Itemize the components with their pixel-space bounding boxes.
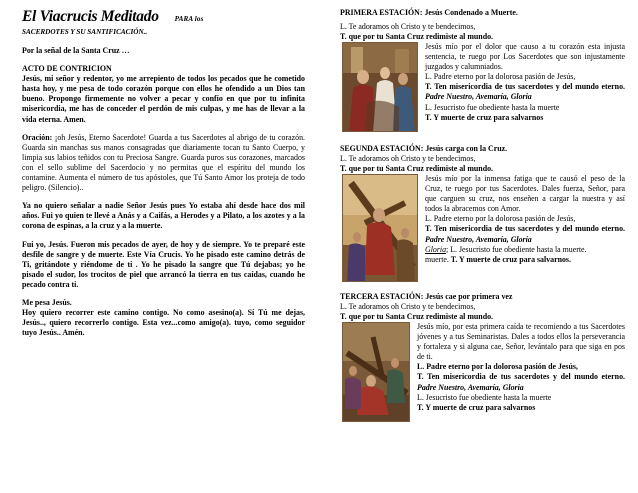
station-body: Jesús mío, por esta primera caída te recomiendo a tus Sacerdotes jóvenes y a tus Seminaristas. Dales a todos ellos la perseverancia y fortaleza y si alguna cae, Señor, levántalo para que siga en pos de ti. [417,322,625,362]
right-column [340,8,625,422]
prayer-text: ¡oh Jesús, Eterno Sacerdote! Guarda a tus Sacerdotes al abrigo de tu corazón. Guarda sin manchas sus manos consagradas que diariamente tocan tu Santo Cuerpo, y limpia sus labios teñidos con tu Preciosa Sangre. Guarda puros sus corazones, marcados con el sello sublime del Sacerdocio y no permitas que el espíritu del mundo los contamine. Aumenta el número de tus apóstoles, que Tú Santo Amor los proteja de todo peligro. (Silencio).. [22,132,305,193]
station-final: T. Y muerte de cruz para salvarnos [425,112,544,122]
title-main: El Viacrucis Meditado [22,8,159,25]
station-l-line: L. Te adoramos oh Cristo y te bendecimos, [340,302,476,311]
station-3 [340,292,625,422]
station-l-line: L. Te adoramos oh Cristo y te bendecimos, [340,154,476,163]
station-final: T. Y muerte de cruz para salvarnos [417,402,536,412]
station-mercy: T. Ten misericordia de tus sacerdotes y del mundo eterno. Padre Nuestro, Avemaría, Gloria [425,224,625,244]
paragraph-1: Ya no quiero señalar a nadie Señor Jesús pues Yo estaba ahí desde hace dos mil años. Fui yo quien te llevé a Anás y a Caifás, a Herodes y a Pilato, a los azotes y a la corona de espinas, a la cruz y a la muerte. [22,201,305,231]
station-t-line: T. que por tu Santa Cruz redimiste al mundo. [340,164,494,173]
station-padre: L. Padre eterno por la dolorosa pasión de Jesús, [417,362,578,372]
station-t-line: T. que por tu Santa Cruz redimiste al mundo. [340,312,494,321]
left-column [22,8,305,338]
station-final: muerte. T. Y muerte de cruz para salvarnos. [425,254,571,264]
station-3-painting [342,322,410,422]
contrition-heading: ACTO DE CONTRICION [22,64,112,74]
document-title [22,8,305,26]
contrition-text: Jesús, mi señor y redentor, yo me arrepiento de todos los pecados que he cometido hasta hoy, y me pesa de todo corazón porque con ellos he ofendido a un Dios tan bueno. Propongo firmemente no volver a pecar y confío en que por tu infinita misericordia, me has de conceder el perdón de mis culpas, y me has de llevar a la vida eterna. Amen. [22,74,305,124]
station-2 [340,144,625,282]
station-title: SEGUNDA ESTACIÓN: Jesús carga con la Cruz. [340,144,508,153]
title-small: PARA los [174,15,204,23]
station-1-painting [342,42,418,132]
station-body: Jesús mío por el dolor que causo a tu corazón esta injusta sentencia, te ruego por Los Sacerdotes que son injustamente juzgados y calumniados. [425,42,625,72]
prayer-paragraph [22,133,305,194]
station-text [425,174,625,282]
station-text [417,322,625,422]
prayer-label: Oración: [22,132,53,142]
station-obedient: L. Jesucristo fue obediente hasta la muerte [425,102,560,112]
station-padre: L. Padre eterno por la dolorosa pasión de Jesús, [425,214,576,224]
station-title: TERCERA ESTACIÓN: Jesús cae por primera vez [340,292,513,301]
paragraph-3: Hoy quiero recorrer este camino contigo. No como asesino(a). Sí Tú me dejas, Jesús.., quiero recorrerlo contigo. Esta vez...como amigo(a). tuyo, como seguidor tuyo Jesús.. Amén. [22,308,305,338]
station-obedient: Gloria; L. Jesucristo fue obediente hasta la muerte. [425,244,587,254]
station-padre: L. Padre eterno por la dolorosa pasión de Jesús, [425,72,576,82]
paragraph-3-head: Me pesa Jesús. [22,297,72,307]
station-title: PRIMERA ESTACIÓN: Jesús Condenado a Muerte. [340,8,518,17]
station-body: Jesús mío por la inmensa fatiga que te causó el peso de la Cruz, te ruego por tus Sacerdotes. Dales fuerza, Señor, para que carguen su cruz, nos enseñen a cargar la nuestra y así todos la abracemos con Amor. [425,174,625,214]
station-obedient: L. Jesucristo fue obediente hasta la muerte [417,392,552,402]
station-t-line: T. que por tu Santa Cruz redimiste al mundo. [340,32,494,41]
station-1 [340,8,625,132]
station-text [425,42,625,132]
document-subtitle: SACERDOTES Y SU SANTIFICACIÓN.. [22,28,148,36]
station-mercy: T. Ten misericordia de tus sacerdotes y del mundo eterno. Padre Nuestro, Avemaría, Gloria [425,82,625,102]
station-mercy: T. Ten misericordia de tus sacerdotes y del mundo eterno. Padre Nuestro, Avemaría, Gloria [417,372,625,392]
station-l-line: L. Te adoramos oh Cristo y te bendecimos, [340,22,476,31]
station-2-painting [342,174,418,282]
paragraph-2: Fui yo, Jesús. Fueron mis pecados de ayer, de hoy y de siempre. Yo te preparé este desfile de sangre y de muerte. Este Vía Crucis. Yo he pisado este camino detrás de Ti, gritándote y riéndome de ti . Yo he pisado la sangre que Tú dejabas; yo he pisado el sudor, los trocitos de piel que arrancó la tierra en tus caídas, cuando he pecado contra ti. [22,239,305,289]
sign-of-cross: Por la señal de la Santa Cruz … [22,46,130,55]
